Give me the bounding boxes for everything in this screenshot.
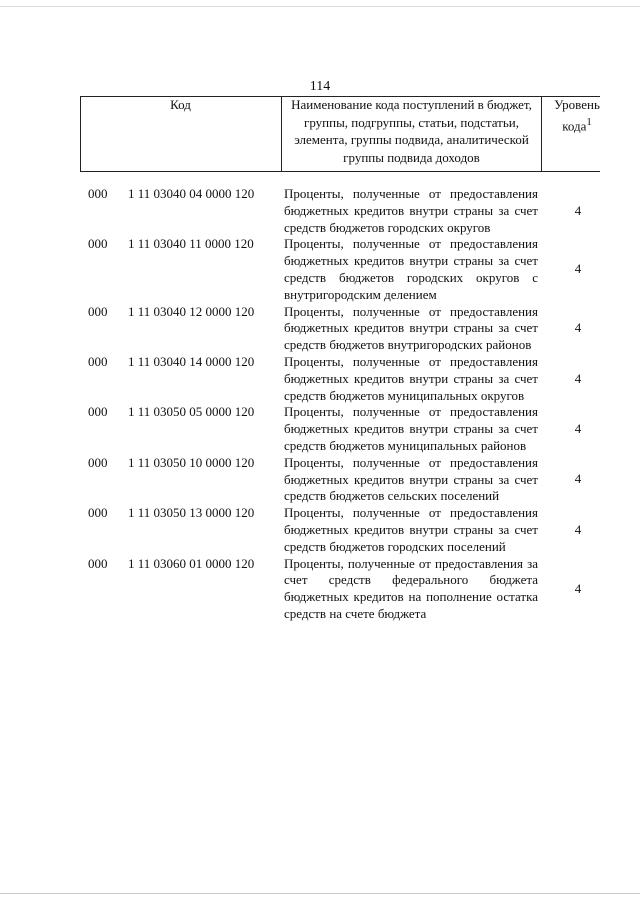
row-description: Проценты, полученные от предоставления за счет средств федерального бюджета бюджетных кредитов на пополнение остатка средств на счете бюджета: [284, 555, 538, 621]
row-budget-code: 1 11 03040 04 0000 120: [128, 186, 255, 201]
row-description: Проценты, полученные от предоставления бюджетных кредитов внутри страны за счет средств бюджетов муниципальных округов: [284, 353, 538, 403]
header-name-label: Наименование кода поступлений в бюджет, группы, подгруппы, статьи, подстатьи, элемента, группы подвида, аналитической группы подвида доходов: [291, 97, 532, 165]
table-body: [0, 186, 640, 623]
row-description: Проценты, полученные от предоставления бюджетных кредитов внутри страны за счет средств бюджетов городских округов с внутригородским делением: [284, 236, 538, 302]
table-row: [0, 556, 640, 623]
row-admin-code: 000: [88, 454, 108, 470]
table-row: [0, 404, 640, 454]
page-number: 114: [309, 79, 331, 94]
table-row: [0, 455, 640, 505]
table-header: [80, 96, 600, 172]
row-budget-code: 1 11 03050 10 0000 120: [128, 454, 255, 470]
header-level-label: Уровень кода: [554, 97, 600, 133]
header-level: [542, 96, 612, 134]
row-level: 4: [574, 521, 582, 537]
row-level: 4: [574, 202, 582, 218]
row-admin-code: 000: [88, 353, 108, 369]
row-admin-code: 000: [88, 303, 108, 319]
row-admin-code: 000: [88, 236, 108, 252]
row-description: Проценты, полученные от предоставления бюджетных кредитов внутри страны за счет средств бюджетов городских округов: [284, 186, 538, 235]
table-row: [0, 236, 640, 303]
row-admin-code: 000: [88, 404, 108, 420]
header-code-label: Код: [170, 97, 191, 112]
table-row: [0, 186, 640, 236]
table-row: [0, 354, 640, 404]
row-admin-code: 000: [88, 505, 108, 521]
table-row: [0, 505, 640, 555]
row-description: Проценты, полученные от предоставления бюджетных кредитов внутри страны за счет средств бюджетов городских поселений: [284, 505, 538, 554]
row-level: 4: [574, 261, 582, 277]
row-description: Проценты, полученные от предоставления бюджетных кредитов внутри страны за счет средств бюджетов внутригородских районов: [284, 303, 538, 353]
header-bottom-border: [80, 171, 600, 172]
row-budget-code: 1 11 03050 05 0000 120: [128, 404, 255, 420]
row-description: Проценты, полученные от предоставления бюджетных кредитов внутри страны за счет средств бюджетов сельских поселений: [284, 454, 538, 504]
row-level: 4: [574, 580, 582, 596]
row-level: 4: [574, 471, 582, 487]
row-level: 4: [574, 320, 582, 336]
row-admin-code: 000: [88, 186, 108, 201]
row-level: 4: [574, 420, 582, 436]
scan-edge-bottom: [0, 893, 640, 894]
table-row: [0, 304, 640, 354]
row-level: 4: [574, 370, 582, 386]
row-budget-code: 1 11 03040 12 0000 120: [128, 303, 255, 319]
row-budget-code: 1 11 03050 13 0000 120: [128, 505, 255, 521]
row-admin-code: 000: [88, 555, 108, 571]
header-level-footnote: 1: [586, 115, 592, 128]
row-budget-code: 1 11 03040 11 0000 120: [128, 236, 254, 252]
row-budget-code: 1 11 03040 14 0000 120: [128, 353, 255, 369]
row-description: Проценты, полученные от предоставления бюджетных кредитов внутри страны за счет средств бюджетов муниципальных районов: [284, 404, 538, 453]
header-name: [282, 96, 541, 166]
scan-edge-top: [0, 6, 640, 7]
row-budget-code: 1 11 03060 01 0000 120: [128, 555, 255, 571]
header-code: [80, 96, 281, 114]
